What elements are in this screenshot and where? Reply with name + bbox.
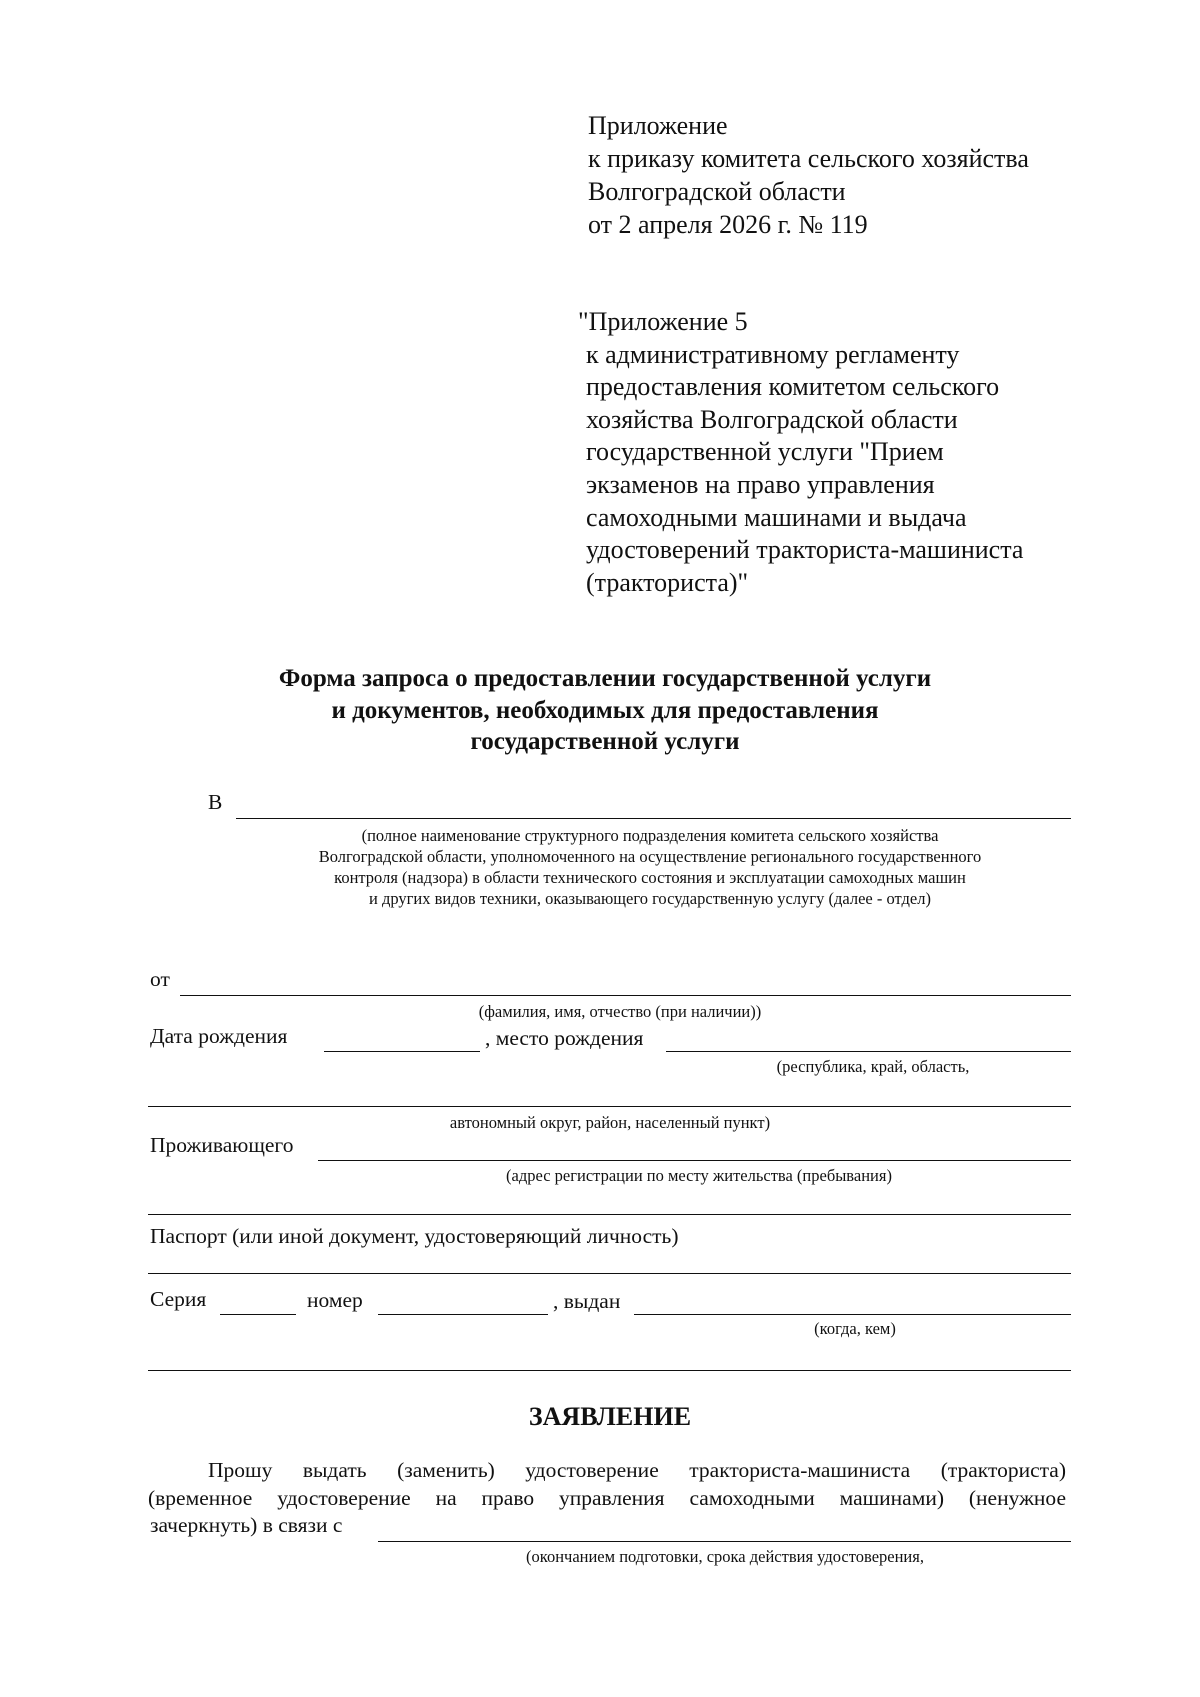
statement-text: (временное удостоверение на право управления самоходными машинами) (ненужное [148,1486,1066,1510]
recipient-field[interactable] [236,818,1071,819]
passport-issued-field[interactable] [634,1314,1071,1315]
birth-place-field[interactable] [666,1051,1071,1052]
form-title-line: Форма запроса о предоставлении государственной услуги [278,665,932,692]
residence-label: Проживающего [150,1133,294,1157]
statement-text: Прошу выдать (заменить) удостоверение тракториста-машиниста (тракториста) [208,1458,1066,1482]
passport-label: Паспорт (или иной документ, удостоверяющий личность) [150,1224,679,1248]
birth-place-label: , место рождения [485,1026,644,1050]
recipient-hint-line: Волгоградской области, уполномоченного на осуществление регионального государственного [318,847,982,866]
passport-field-line[interactable] [148,1273,1071,1274]
regulation-appendix-line: государственной услуги "Прием [586,437,944,467]
birth-place-field-continued[interactable] [148,1106,1071,1107]
regulation-appendix-line: к административному регламенту [586,339,960,369]
residence-field[interactable] [318,1160,1071,1161]
regulation-appendix-line: самоходными машинами и выдача [586,502,967,532]
statement-reason-field[interactable] [378,1541,1071,1542]
statement-reason-label: зачеркнуть) в связи с [150,1513,343,1537]
recipient-hint [180,825,1120,909]
birth-date-label: Дата рождения [150,1024,288,1048]
header-appendix-line: к приказу комитета сельского хозяйства [588,144,1029,173]
passport-issued-field-continued[interactable] [148,1370,1071,1371]
applicant-name-hint: (фамилия, имя, отчество (при наличии)) [478,1002,762,1021]
statement-line-2 [148,1484,1066,1513]
regulation-appendix-line: хозяйства Волгоградской области [586,404,958,434]
applicant-name-field[interactable] [180,995,1071,996]
statement-reason-hint: (окончанием подготовки, срока действия удостоверения, [526,1547,924,1566]
passport-issued-label: , выдан [553,1289,621,1313]
statement-line-1 [148,1456,1066,1485]
passport-series-field[interactable] [220,1314,296,1315]
recipient-label: В [208,790,223,814]
regulation-appendix [578,306,1023,599]
regulation-appendix-line: удостоверений тракториста-машиниста [586,535,1024,565]
header-appendix-line: Приложение [588,111,728,140]
regulation-appendix-line: предоставления комитетом сельского [586,372,1000,402]
birth-date-field[interactable] [324,1051,480,1052]
regulation-appendix-line: "Приложение 5 [578,307,748,336]
regulation-appendix-line: экзаменов на право управления [586,469,935,499]
form-title [150,663,1060,758]
statement-title: ЗАЯВЛЕНИЕ [528,1402,692,1431]
residence-hint: (адрес регистрации по месту жительства (пребывания) [506,1166,892,1185]
applicant-label: от [150,967,170,991]
recipient-hint-line: (полное наименование структурного подразделения комитета сельского хозяйства [361,826,939,845]
passport-number-field[interactable] [378,1314,548,1315]
regulation-appendix-line: (тракториста)" [586,567,749,597]
passport-issued-hint: (когда, кем) [814,1319,896,1338]
birth-place-hint: (республика, край, область, [776,1057,970,1076]
form-title-line: государственной услуги [470,728,740,755]
recipient-hint-line: и других видов техники, оказывающего государственную услугу (далее - отдел) [369,889,931,908]
header-appendix-line: от 2 апреля 2026 г. № 119 [588,210,868,239]
passport-number-label: номер [307,1288,363,1312]
header-appendix [588,109,1029,241]
birth-place-hint-continued: автономный округ, район, населенный пункт) [449,1113,771,1132]
header-appendix-line: Волгоградской области [588,177,846,206]
residence-field-continued[interactable] [148,1214,1071,1215]
passport-series-label: Серия [150,1287,207,1311]
recipient-hint-line: контроля (надзора) в области технического состояния и эксплуатации самоходных машин [334,868,966,887]
form-title-line: и документов, необходимых для предоставления [331,696,879,724]
